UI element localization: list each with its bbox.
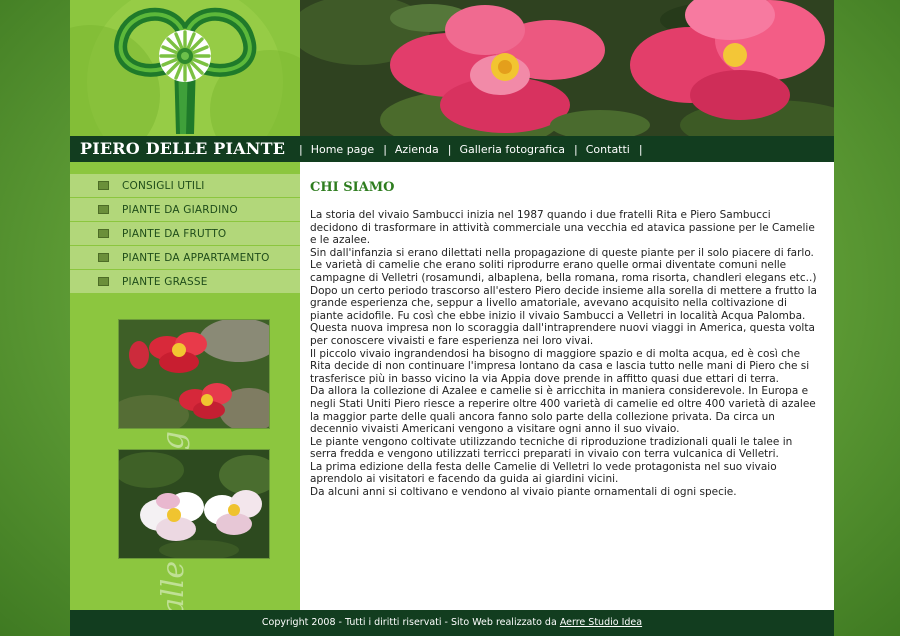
page-title: CHI SIAMO bbox=[310, 180, 395, 195]
square-bullet-icon bbox=[98, 253, 109, 262]
content-paragraph: Da allora la collezione di Azalee e camelie si è arricchita in maniera considerevole. In Europa e negli Stati Uniti Piero riesce a reperire oltre 400 varietà di camelie ed oltre 400 varietà di azalee la maggior parte delle quali ancora fanno solo parte della collezione privata. Da circa un decennio vivaisti Americani vengono a visitare ogni anno il suo vivaio. bbox=[310, 385, 816, 436]
content-paragraph: Il piccolo vivaio ingrandendosi ha bisogno di maggiore spazio e di molta acqua, ed è così che Rita decide di non continuare l'impresa lontano da casa e lascia tutto nelle mani di Piero che si trasferisce più in basso vicino la via Appia dove prende in affitto quasi due ettari di terra. bbox=[310, 347, 810, 385]
sidebar-item-piante-grasse[interactable] bbox=[70, 270, 300, 293]
content-paragraph: Le piante vengono coltivate utilizzando tecniche di riproduzione tradizionali quali le talee in serra fredda e vengono utilizzati terricci preparati in vivaio con terra vulcanica di Velletri. bbox=[310, 435, 793, 461]
nav-separator: | bbox=[574, 142, 578, 156]
sidebar-item-piante-da-frutto[interactable] bbox=[70, 222, 300, 245]
sidebar-item-label: PIANTE DA FRUTTO bbox=[122, 227, 227, 240]
logo-icon bbox=[70, 0, 300, 136]
content-paragraph: La storia del vivaio Sambucci inizia nel 1987 quando i due fratelli Rita e Piero Sambucci decidono di trasformare in attività commerciale una vecchia ed atavica passione per le Camelie e le azalee. bbox=[310, 209, 815, 247]
brand-title: PIERO DELLE PIANTE bbox=[80, 139, 286, 158]
footer-copyright: Copyright 2008 - Tutti i diritti riservati - Sito Web realizzato da bbox=[261, 617, 560, 628]
nav-home[interactable]: Home page bbox=[310, 142, 375, 156]
sidebar-item-label: PIANTE DA APPARTAMENTO bbox=[122, 251, 270, 264]
camellia-photo bbox=[300, 0, 834, 136]
nav-separator: | bbox=[638, 142, 643, 156]
gallery-thumbnail-white-camellias[interactable] bbox=[119, 450, 269, 558]
top-nav bbox=[70, 136, 834, 162]
content-body bbox=[310, 209, 822, 499]
main-content bbox=[300, 162, 834, 610]
square-bullet-icon bbox=[98, 229, 109, 238]
red-camellia-photo bbox=[119, 320, 269, 428]
nav-galleria[interactable]: Galleria fotografica bbox=[459, 142, 566, 156]
logo[interactable] bbox=[70, 0, 300, 136]
content-paragraph: Dopo un certo periodo trascorso all'estero Piero decide insieme alla sorella di mettere a frutto la grande esperienza che, seppur a livello amatoriale, avevano acquisito nella coltivazione di piante acidofile. Fu così che ebbe inizio il vivaio Sambucci a Velletri in località Acqua Palomba. Questa nuova impresa non lo scoraggia dall'intraprendere nuovi viaggi in America, questa volta per conoscere vivaisti e fare esperienza nei loro vivai. bbox=[310, 284, 817, 347]
sidebar-item-piante-da-appartamento[interactable] bbox=[70, 246, 300, 269]
square-bullet-icon bbox=[98, 205, 109, 214]
nav-separator: | bbox=[299, 142, 303, 156]
nav-azienda[interactable]: Azienda bbox=[394, 142, 439, 156]
content-paragraph: Da alcuni anni si coltivano e vendono al vivaio piante ornamentali di ogni specie. bbox=[310, 486, 737, 499]
nav-separator: | bbox=[383, 142, 387, 156]
square-bullet-icon bbox=[98, 181, 109, 190]
content-paragraph: Sin dall'infanzia si erano dilettati nella propagazione di queste piante per il solo piacere di farlo. Le varietà di camelie che erano soliti riprodurre erano quelle ormai diventate comuni nelle campagne di Velletri (rosamundi, albaplena, bella romana, roma risorta, chandleri elegans etc..) bbox=[310, 246, 817, 284]
sidebar-menu bbox=[70, 174, 300, 294]
gallery-vertical-label: galleria bbox=[155, 519, 191, 610]
sidebar-item-label: PIANTE DA GIARDINO bbox=[122, 203, 238, 216]
gallery-thumbnail-red-camellias[interactable] bbox=[119, 320, 269, 428]
white-camellia-photo bbox=[119, 450, 269, 558]
page-container bbox=[70, 0, 834, 636]
nav-separator: | bbox=[447, 142, 452, 156]
sidebar-item-piante-da-giardino[interactable] bbox=[70, 198, 300, 221]
nav-contatti[interactable]: Contatti bbox=[585, 142, 630, 156]
sidebar-item-label: PIANTE GRASSE bbox=[122, 275, 208, 288]
square-bullet-icon bbox=[98, 277, 109, 286]
sidebar bbox=[70, 162, 300, 610]
footer-credit-link[interactable]: Aerre Studio Idea bbox=[559, 617, 643, 628]
sidebar-item-label: CONSIGLI UTILI bbox=[122, 179, 205, 192]
hero-image bbox=[300, 0, 834, 136]
content-paragraph: La prima edizione della festa delle Camelie di Velletri lo vede protagonista nel suo vivaio aprendolo ai visitatori e facendo da guida ai giardini vicini. bbox=[310, 460, 777, 486]
footer bbox=[70, 610, 834, 636]
sidebar-item-consigli-utili[interactable] bbox=[70, 174, 300, 197]
nav-links bbox=[299, 136, 651, 162]
